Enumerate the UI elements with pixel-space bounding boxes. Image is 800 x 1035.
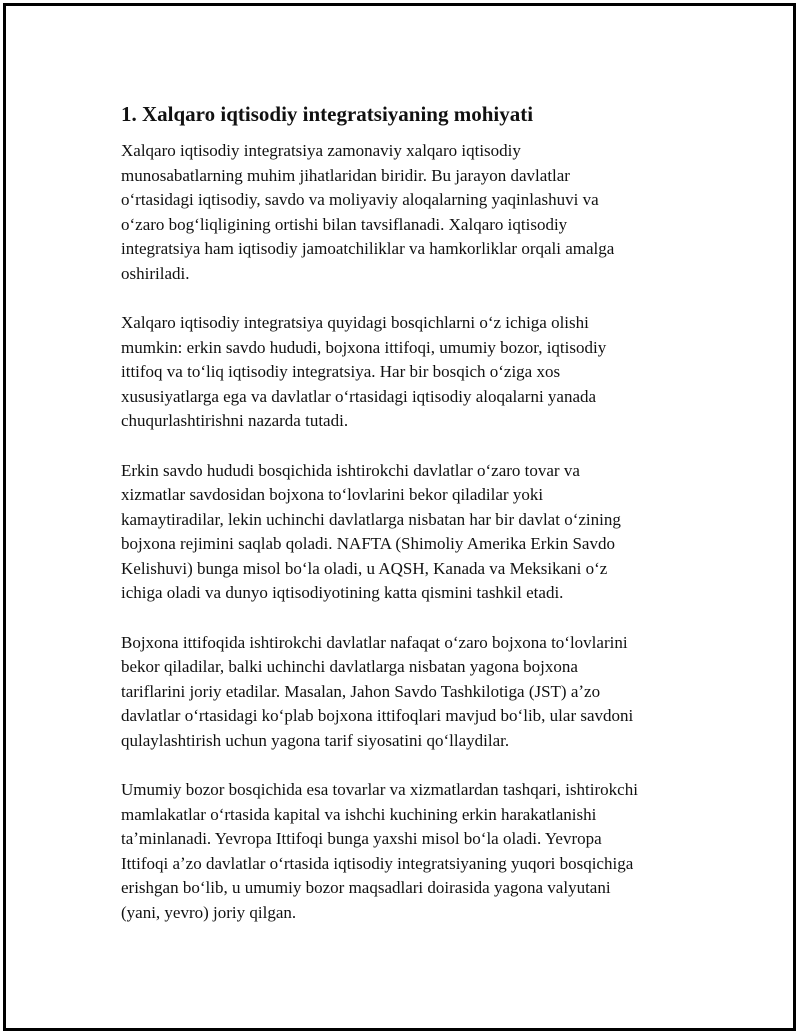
paragraph-line: davlatlar oʻrtasidagi koʻplab bojxona ittifoqlari mavjud boʻlib, ular savdoni bbox=[121, 706, 634, 725]
paragraph-line: bekor qiladilar, balki uchinchi davlatlarga nisbatan yagona bojxona bbox=[121, 657, 578, 676]
paragraph-line: Kelishuvi) bunga misol boʻla oladi, u AQSH, Kanada va Meksikani oʻz bbox=[121, 558, 608, 578]
paragraph-line: Erkin savdo hududi bosqichida ishtirokchi davlatlar oʻzaro tovar va bbox=[121, 460, 580, 480]
paragraph-1 bbox=[121, 139, 701, 286]
paragraph-line: tariflarini joriy etadilar. Masalan, Jahon Savdo Tashkilotiga (JST) aʼzo bbox=[121, 681, 601, 701]
paragraph-line: munosabatlarning muhim jihatlaridan biridir. Bu jarayon davlatlar bbox=[121, 165, 570, 185]
page-content bbox=[121, 101, 701, 950]
paragraph-line: mumkin: erkin savdo hududi, bojxona ittifoqi, umumiy bozor, iqtisodiy bbox=[121, 337, 607, 357]
paragraph-line: qulaylashtirish uchun yagona tarif siyosatini qoʻllaydilar. bbox=[121, 730, 510, 750]
paragraph-line: xususiyatlarga ega va davlatlar oʻrtasidagi iqtisodiy aloqalarni yanada bbox=[121, 386, 597, 406]
paragraph-line: ichiga oladi va dunyo iqtisodiyotining katta qismini tashkil etadi. bbox=[121, 583, 564, 602]
paragraph-5 bbox=[121, 778, 701, 925]
paragraph-line: Bojxona ittifoqida ishtirokchi davlatlar nafaqat oʻzaro bojxona toʻlovlarini bbox=[121, 632, 628, 652]
paragraph-line: oshiriladi. bbox=[121, 263, 190, 283]
paragraph-2 bbox=[121, 311, 701, 434]
paragraph-line: oʻzaro bogʻliqligining ortishi bilan tavsiflanadi. Xalqaro iqtisodiy bbox=[121, 214, 568, 234]
paragraph-line: erishgan boʻlib, u umumiy bozor maqsadlari doirasida yagona valyutani bbox=[121, 878, 611, 897]
paragraph-line: bojxona rejimini saqlab qoladi. NAFTA (Shimoliy Amerika Erkin Savdo bbox=[121, 534, 615, 553]
paragraph-line: mamlakatlar oʻrtasida kapital va ishchi kuchining erkin harakatlanishi bbox=[121, 804, 597, 824]
paragraph-line: taʼminlanadi. Yevropa Ittifoqi bunga yaxshi misol boʻla oladi. Yevropa bbox=[121, 829, 602, 848]
paragraph-line: integratsiya ham iqtisodiy jamoatchiliklar va hamkorliklar orqali amalga bbox=[121, 239, 615, 258]
paragraph-line: ittifoq va toʻliq iqtisodiy integratsiya. Har bir bosqich oʻziga xos bbox=[121, 362, 561, 381]
paragraph-line: chuqurlashtirishni nazarda tutadi. bbox=[121, 411, 349, 430]
paragraph-line: kamaytiradilar, lekin uchinchi davlatlarga nisbatan har bir davlat oʻzining bbox=[121, 509, 621, 529]
section-heading: 1. Xalqaro iqtisodiy integratsiyaning mohiyati bbox=[121, 102, 534, 126]
paragraph-line: Umumiy bozor bosqichida esa tovarlar va xizmatlardan tashqari, ishtirokchi bbox=[121, 780, 638, 799]
paragraph-line: oʻrtasidagi iqtisodiy, savdo va moliyaviy aloqalarning yaqinlashuvi va bbox=[121, 190, 599, 209]
paragraph-line: Xalqaro iqtisodiy integratsiya quyidagi bosqichlarni oʻz ichiga olishi bbox=[121, 313, 589, 332]
paragraph-line: Xalqaro iqtisodiy integratsiya zamonaviy xalqaro iqtisodiy bbox=[121, 141, 521, 160]
paragraph-line: (yani, yevro) joriy qilgan. bbox=[121, 902, 297, 922]
paragraph-3 bbox=[121, 459, 701, 606]
paragraph-line: xizmatlar savdosidan bojxona toʻlovlarini bekor qiladilar yoki bbox=[121, 485, 544, 504]
paragraph-4 bbox=[121, 631, 701, 754]
page-frame bbox=[3, 3, 796, 1031]
paragraph-line: Ittifoqi aʼzo davlatlar oʻrtasida iqtisodiy integratsiyaning yuqori bosqichiga bbox=[121, 853, 634, 873]
